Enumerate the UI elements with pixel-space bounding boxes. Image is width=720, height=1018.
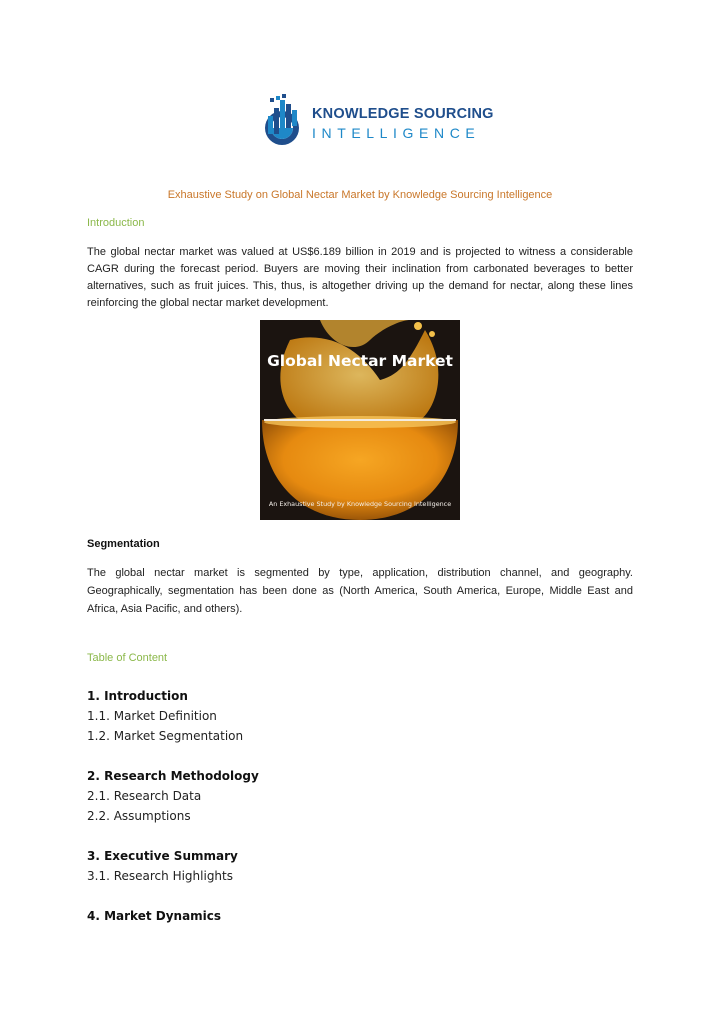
toc-heading: Table of Content [87,652,168,664]
segmentation-heading: Segmentation [87,538,160,550]
company-logo [262,94,494,150]
document-title: Exhaustive Study on Global Nectar Market by Knowledge Sourcing Intelligence [167,189,553,201]
toc-section-title: 3. Executive Summary [87,849,238,863]
introduction-heading: Introduction [87,217,145,229]
toc-item: 3.1. Research Highlights [87,869,233,883]
logo-text-secondary: INTELLIGENCE [312,125,481,141]
toc-section-title: 4. Market Dynamics [87,909,222,923]
hero-divider [264,419,456,421]
toc-section [87,906,487,926]
hero-caption: An Exhaustive Study by Knowledge Sourcing Intelligence [268,500,452,508]
hero-image [260,320,460,520]
toc-item: 2.1. Research Data [87,789,202,803]
toc-item: 1.1. Market Definition [87,709,217,723]
toc-section-title: 1. Introduction [87,689,188,703]
introduction-paragraph: The global nectar market was valued at US$6.189 billion in 2019 and is projected to witness a considerable CAGR during the forecast period. Buyers are moving their inclination from carbonated beverages to better alternatives, such as fruit juices. This, thus, is altogether driving up the demand for nectar, along these lines reinforcing the global nectar market development. [87,246,633,309]
toc-section-title: 2. Research Methodology [87,769,259,783]
logo-text-primary: KNOWLEDGE SOURCING [312,106,494,122]
toc-section [87,766,487,826]
toc-item: 1.2. Market Segmentation [87,729,244,743]
logo-mark-icon [262,94,308,150]
toc-section [87,686,487,746]
hero-title: Global Nectar Market [267,352,453,370]
segmentation-paragraph: The global nectar market is segmented by type, application, distribution channel, and geography. Geographically, segmentation has been done as (North America, South America, Europe, Middle East and Africa, Asia Pacific, and others). [87,567,633,615]
table-of-contents [87,686,487,946]
toc-section [87,846,487,886]
toc-item: 2.2. Assumptions [87,809,191,823]
